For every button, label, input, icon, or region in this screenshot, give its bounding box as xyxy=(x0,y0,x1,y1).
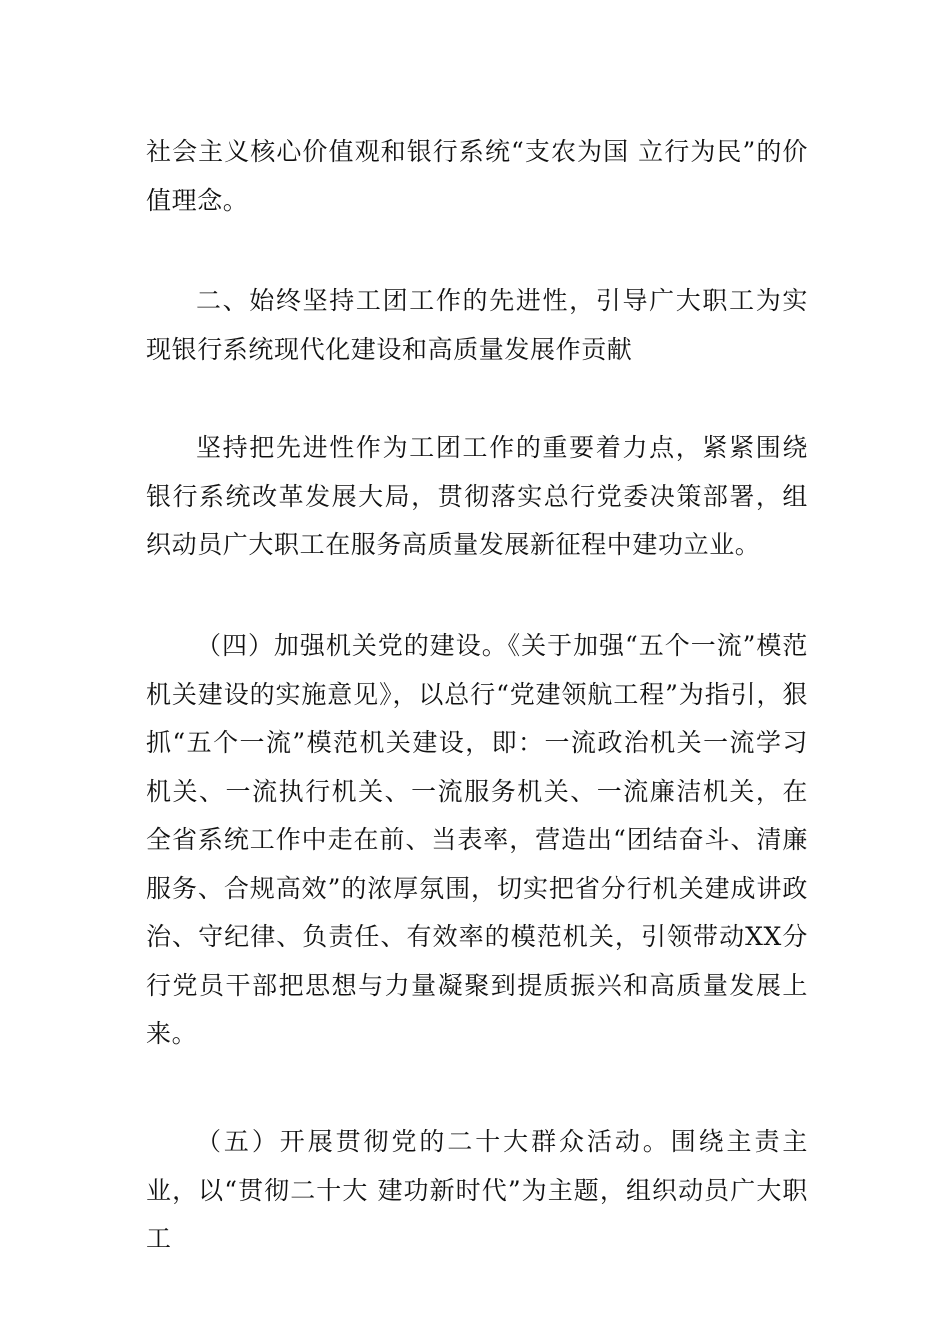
paragraph-item-four: （四）加强机关党的建设。《关于加强“五个一流”模范机关建设的实施意见》，以总行“党建领航工程”为指引，狠抓“五个一流”模范机关建设，即：一流政治机关一流学习机关、一流执行机关、一流服务机关、一流廉洁机关，在全省系统工作中走在前、当表率，营造出“团结奋斗、清廉服务、合规高效”的浓厚氛围，切实把省分行机关建成讲政治、守纪律、负责任、有效率的模范机关，引领带动XX分行党员干部把思想与力量凝聚到提质振兴和高质量发展上来。 xyxy=(146,631,808,1048)
paragraph-advanced-nature: 坚持把先进性作为工团工作的重要着力点，紧紧围绕银行系统改革发展大局，贯彻落实总行党委决策部署，组织动员广大职工在服务高质量发展新征程中建功立业。 xyxy=(146,433,808,559)
section-heading-two: 二、始终坚持工团工作的先进性，引导广大职工为实现银行系统现代化建设和高质量发展作贡献 xyxy=(146,286,808,364)
paragraph-item-five: （五）开展贯彻党的二十大群众活动。围绕主责主业，以“贯彻二十大 建功新时代”为主题，组织动员广大职工 xyxy=(146,1127,808,1253)
paragraph-value-statement: 社会主义核心价值观和银行系统“支农为国 立行为民”的价值理念。 xyxy=(146,137,808,215)
